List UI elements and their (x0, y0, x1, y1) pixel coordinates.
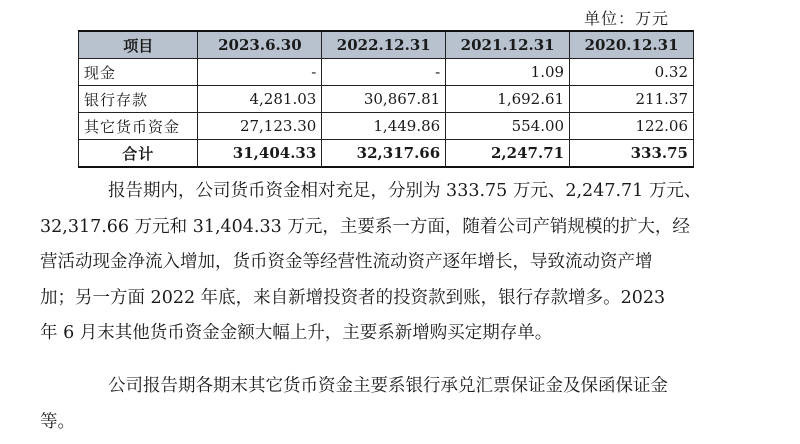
table-row-other-monetary-funds (79, 113, 694, 140)
cell-value: 211.37 (570, 86, 694, 113)
cell-value: 1,449.86 (322, 113, 446, 140)
paragraph-line: 加；另一方面 2022 年底，来自新增投资者的投资款到账，银行存款增多。2023 (40, 287, 666, 308)
header-item: 项目 (79, 31, 198, 59)
header-2022-12-31: 2022.12.31 (322, 31, 446, 59)
cell-value: 4,281.03 (198, 86, 322, 113)
row-label: 合计 (79, 140, 198, 168)
note-paragraph (40, 369, 760, 440)
cell-value: 30,867.81 (322, 86, 446, 113)
row-label: 其它货币资金 (79, 113, 198, 140)
cell-value: - (322, 59, 446, 86)
cell-value: 32,317.66 (322, 140, 446, 168)
cell-value: 2,247.71 (446, 140, 570, 168)
table-header-row (79, 31, 694, 59)
paragraph-line: 公司报告期各期末其它货币资金主要系银行承兑汇票保证金及保函保证金 (108, 376, 668, 396)
cell-value: 122.06 (570, 113, 694, 140)
header-2023-6-30: 2023.6.30 (198, 31, 322, 59)
paragraph-line: 营活动现金净流入增加，货币资金等经营性流动资产逐年增长，导致流动资产增 (40, 252, 653, 272)
header-2020-12-31: 2020.12.31 (570, 31, 694, 59)
cell-value: 333.75 (570, 140, 694, 168)
paragraph-line: 等。 (40, 411, 75, 432)
cell-value: 554.00 (446, 113, 570, 140)
unit-label: 单位：万元 (583, 9, 669, 28)
cell-value: 27,123.30 (198, 113, 322, 140)
paragraph-line: 32,317.66 万元和 31,404.33 万元，主要系一方面，随着公司产销规模的扩大，经 (40, 216, 690, 237)
analysis-paragraph (40, 174, 760, 352)
cell-value: 0.32 (570, 59, 694, 86)
paragraph-line: 年 6 月末其他货币资金金额大幅上升，主要系新增购买定期存单。 (40, 323, 553, 343)
table-row-total (79, 140, 694, 168)
cash-balance-table (78, 30, 694, 168)
header-2021-12-31: 2021.12.31 (446, 31, 570, 59)
cell-value: 1.09 (446, 59, 570, 86)
paragraph-line: 报告期内，公司货币资金相对充足，分别为 333.75 万元、2,247.71 万元、 (108, 181, 702, 201)
row-label: 银行存款 (79, 86, 198, 113)
cell-value: - (198, 59, 322, 86)
cell-value: 1,692.61 (446, 86, 570, 113)
table-row-cash (79, 59, 694, 86)
table-row-bank-deposit (79, 86, 694, 113)
cell-value: 31,404.33 (198, 140, 322, 168)
row-label: 现金 (79, 59, 198, 86)
